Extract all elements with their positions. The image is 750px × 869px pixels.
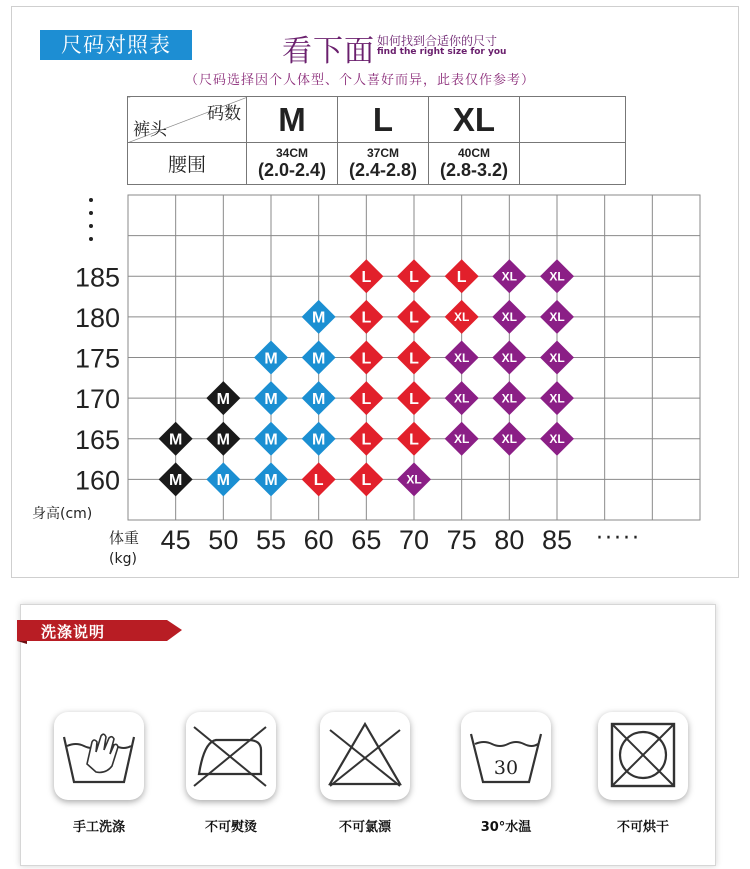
look-subtitle-cn: 如何找到合适你的尺寸 <box>377 34 498 48</box>
size-marker-label: XL <box>501 391 518 406</box>
x-tick-label: 55 <box>255 525 287 555</box>
size-marker-label: L <box>361 472 372 490</box>
y-axis-label: 身高(cm) <box>32 506 93 522</box>
size-marker-label: L <box>361 431 372 449</box>
size-marker-label: XL <box>406 472 422 487</box>
size-marker-label: M <box>312 431 326 449</box>
size-marker-label: L <box>409 390 419 408</box>
waist-m-range: (2.0-2.4) <box>257 160 327 180</box>
no-iron-tile <box>186 712 276 800</box>
x-axis-unit: (kg) <box>109 551 137 567</box>
no-bleach-label: 不可氯漂 <box>338 820 391 835</box>
corner-label-waistband: 裤头 <box>133 120 167 140</box>
x-axis-label: 体重 <box>109 529 140 547</box>
size-marker-label: L <box>313 472 324 490</box>
no-bleach-tile <box>320 712 410 800</box>
size-marker-label: M <box>264 431 278 449</box>
size-marker-label: L <box>409 309 419 327</box>
x-tick-label: 60 <box>303 525 334 555</box>
wash-title: 洗涤说明 <box>41 623 106 641</box>
y-tick-label: 160 <box>74 465 120 496</box>
no-tumble-dry-label: 不可烘干 <box>616 820 669 835</box>
size-marker-label: M <box>264 472 278 490</box>
hand-wash-tile <box>54 712 144 800</box>
size-marker-label: M <box>216 390 230 408</box>
size-marker-label: XL <box>453 391 470 406</box>
size-marker-label: XL <box>453 310 470 325</box>
y-tick-label: 175 <box>74 343 120 374</box>
size-marker-label: L <box>409 269 419 287</box>
size-chart-title-badge: 尺码对照表 <box>40 30 192 60</box>
x-tick-label: 50 <box>208 525 239 555</box>
size-marker-label: L <box>456 269 467 287</box>
size-marker-label: XL <box>453 350 470 365</box>
size-xl-header: XL <box>429 97 520 143</box>
size-marker-label: XL <box>453 432 470 447</box>
wash-30-icon <box>461 712 551 800</box>
x-tick-label: 85 <box>541 525 573 555</box>
size-marker-label: M <box>264 350 278 368</box>
waist-m-cm: 34CM <box>275 146 308 160</box>
look-subtitle-en: find the right size for you <box>377 47 507 57</box>
no-tumble-dry-tile <box>598 712 688 800</box>
size-marker-label: M <box>312 390 326 408</box>
waist-l-cm: 37CM <box>366 146 399 160</box>
size-l-header: L <box>338 97 429 143</box>
size-marker-label: M <box>216 431 230 449</box>
size-marker-label: M <box>264 390 278 408</box>
size-marker-label: L <box>361 390 372 408</box>
size-marker-label: M <box>216 472 230 490</box>
size-marker-label: XL <box>501 310 518 325</box>
y-tick-label: 185 <box>74 262 120 293</box>
size-m-header: M <box>247 97 338 143</box>
size-marker-label: XL <box>549 350 565 365</box>
x-tick-label: 75 <box>446 525 477 555</box>
no-tumble-dry-icon <box>598 712 688 800</box>
size-marker-label: XL <box>501 350 518 365</box>
waist-xl-cm: 40CM <box>457 146 490 160</box>
look-below-title: 看下面 <box>282 34 375 69</box>
wash-temp-text: 30 <box>493 757 519 779</box>
size-marker-label: L <box>409 350 419 368</box>
size-marker-label: L <box>361 309 372 327</box>
size-marker-label: XL <box>549 310 565 325</box>
x-tick-label: 65 <box>351 525 382 555</box>
size-marker-label: XL <box>549 391 565 406</box>
size-marker-label: L <box>409 431 419 449</box>
y-tick-label: 180 <box>74 302 120 333</box>
x-tick-label: 45 <box>160 525 191 555</box>
wash-30-label: 30°水温 <box>480 820 532 835</box>
y-tick-label: 170 <box>74 384 120 415</box>
waist-l-range: (2.4-2.8) <box>348 160 418 180</box>
size-marker-label: XL <box>549 432 565 447</box>
size-marker-label: M <box>312 350 326 368</box>
size-marker-label: XL <box>501 432 518 447</box>
waist-xl-range: (2.8-3.2) <box>439 160 509 180</box>
no-bleach-icon <box>320 712 410 800</box>
hand-wash-icon <box>54 712 144 800</box>
x-tick-label: 70 <box>398 525 430 555</box>
size-marker-label: M <box>169 431 183 449</box>
size-marker-label: M <box>312 309 326 327</box>
size-marker-label: XL <box>501 269 518 284</box>
no-iron-icon <box>186 712 276 800</box>
wash-30-tile <box>461 712 551 800</box>
y-tick-label: 165 <box>74 424 120 455</box>
x-more-label: ····· <box>596 526 641 551</box>
size-marker-label: L <box>361 350 372 368</box>
corner-label-size: 码数 <box>207 104 241 124</box>
reference-note: （尺码选择因个人体型、个人喜好而异，此表仅作参考） <box>184 73 535 88</box>
hand-wash-label: 手工洗涤 <box>72 820 125 835</box>
size-marker-label: L <box>361 269 372 287</box>
no-iron-label: 不可熨烫 <box>204 820 257 835</box>
size-marker-label: XL <box>549 269 565 284</box>
size-marker-label: M <box>169 472 183 490</box>
x-tick-label: 80 <box>494 525 525 555</box>
waist-label: 腰围 <box>128 143 247 185</box>
